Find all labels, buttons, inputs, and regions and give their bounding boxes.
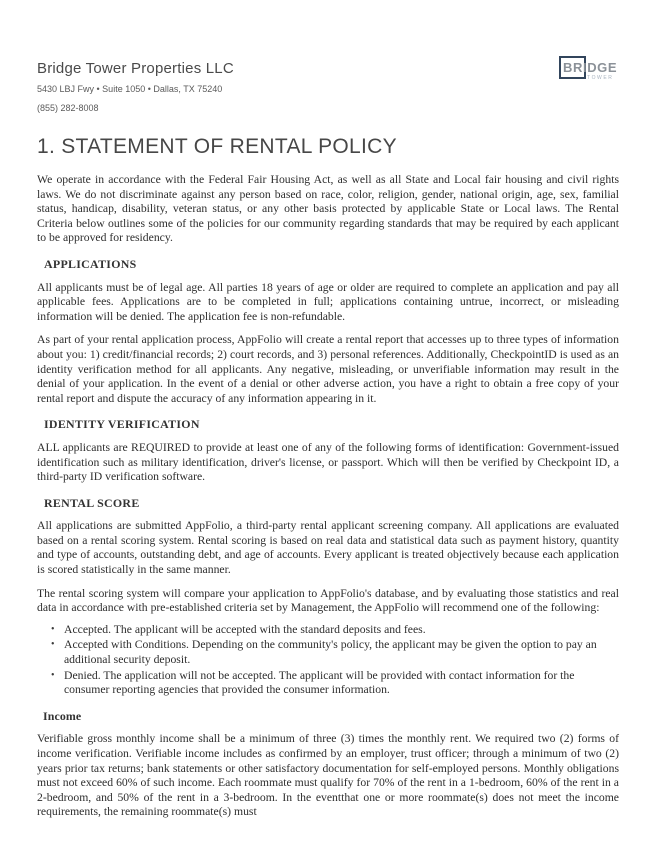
document-header [37,60,619,113]
paragraph: All applications are submitted AppFolio, a third-party rental applicant screening company. All applications are evaluated based on a rental scoring system. Rental scoring is based on real data and statistical data such as payment history, quantity and type of accounts, outstanding debt, and age of accounts. Every applicant is treated objectively because each application is scored statistically in the same manner. [37,519,619,577]
paragraph: Verifiable gross monthly income shall be a minimum of three (3) times the monthly rent. We required two (2) forms of income verification. Verifiable income includes as confirmed by an employer, trust officer; through a minimum of two (2) years prior tax returns; bank statements or other satisfactory documentation for self-employed persons. Monthly obligations must not exceed 60% of such income. Each roommate must qualify for 70% of the rent in a 1-bedroom, 60% of the rent in a 2-bedroom, and 50% of the rent in a 3-bedroom. In the eventthat one or more roommate(s) does not meet the income requirements, the remaining roommate(s) must [37,732,619,819]
logo-subtext: TOWER [587,75,614,81]
company-name: Bridge Tower Properties LLC [37,60,234,77]
paragraph: The rental scoring system will compare your application to AppFolio's database, and by evaluating those statistics and real data in accordance with pre-established criteria set by Management, the AppFolio will recommend one of the following: [37,586,619,615]
page-title: 1. STATEMENT OF RENTAL POLICY [37,135,397,158]
paragraph: As part of your rental application process, AppFolio will create a rental report that accesses up to three types of information about you: 1) credit/financial records; 2) court records, and 3) personal references. Additionally, CheckpointID is used as an identity verification method for all applicants. Any negative, misleading, or unverifiable information may result in the denial of your application. In the event of a denial or other adverse action, you have a right to obtain a free copy of your rental report and dispute the accuracy of any information appearing in it. [37,333,619,405]
company-info [37,60,234,113]
intro-paragraph: We operate in accordance with the Federal Fair Housing Act, as well as all State and Local fair housing and civil rights laws. We do not discriminate against any person based on race, color, religion, gender, national origin, age, sex, familial status, handicap, disability, veteran status, or any other basis protected by applicable State or Local laws. The Rental Criteria below outlines some of the policies for our community regarding standards that may be required by each applicant to be approved for residency. [37,173,619,245]
paragraph: All applicants must be of legal age. All parties 18 years of age or older are required to complete an application and pay all applicable fees. Applications are to be completed in full; applications containing untrue, incorrect, or misleading information will be denied. The application fee is non-refundable. [37,280,619,323]
recommendation-bullet-list [51,623,619,698]
section-heading-identity-verification: IDENTITY VERIFICATION [44,417,200,432]
company-phone: (855) 282-8008 [37,103,99,113]
bullet-item-accepted: • Accepted. The applicant will be accepted with the standard deposits and fees. [51,623,619,638]
section-income [37,709,619,820]
paragraph: ALL applicants are REQUIRED to provide at least one of any of the following forms of identification: Government-issued identification such as military identification, driver's license, or passport. Which will then be verified by Checkpoint ID, a third-party ID verification software. [37,440,619,484]
section-heading-income: Income [43,708,82,723]
logo-wordmark: BRIDGE [563,60,618,75]
brand-logo [559,56,619,88]
section-heading-applications: APPLICATIONS [44,256,137,271]
bullet-item-denied: • Denied. The application will not be accepted. The applicant will be provided with contact information for the consumer reporting agencies that provided the consumer information. [51,669,619,698]
section-applications [37,257,619,406]
section-heading-rental-score: RENTAL SCORE [44,495,140,510]
bullet-item-accepted-with-conditions: • Accepted with Conditions. Depending on the community's policy, the applicant may be given the option to pay an additional security deposit. [51,638,619,667]
company-address: 5430 LBJ Fwy • Suite 1050 • Dallas, TX 75240 [37,84,223,94]
section-rental-score [37,496,619,698]
document-body [37,173,619,820]
section-identity-verification [37,417,619,484]
